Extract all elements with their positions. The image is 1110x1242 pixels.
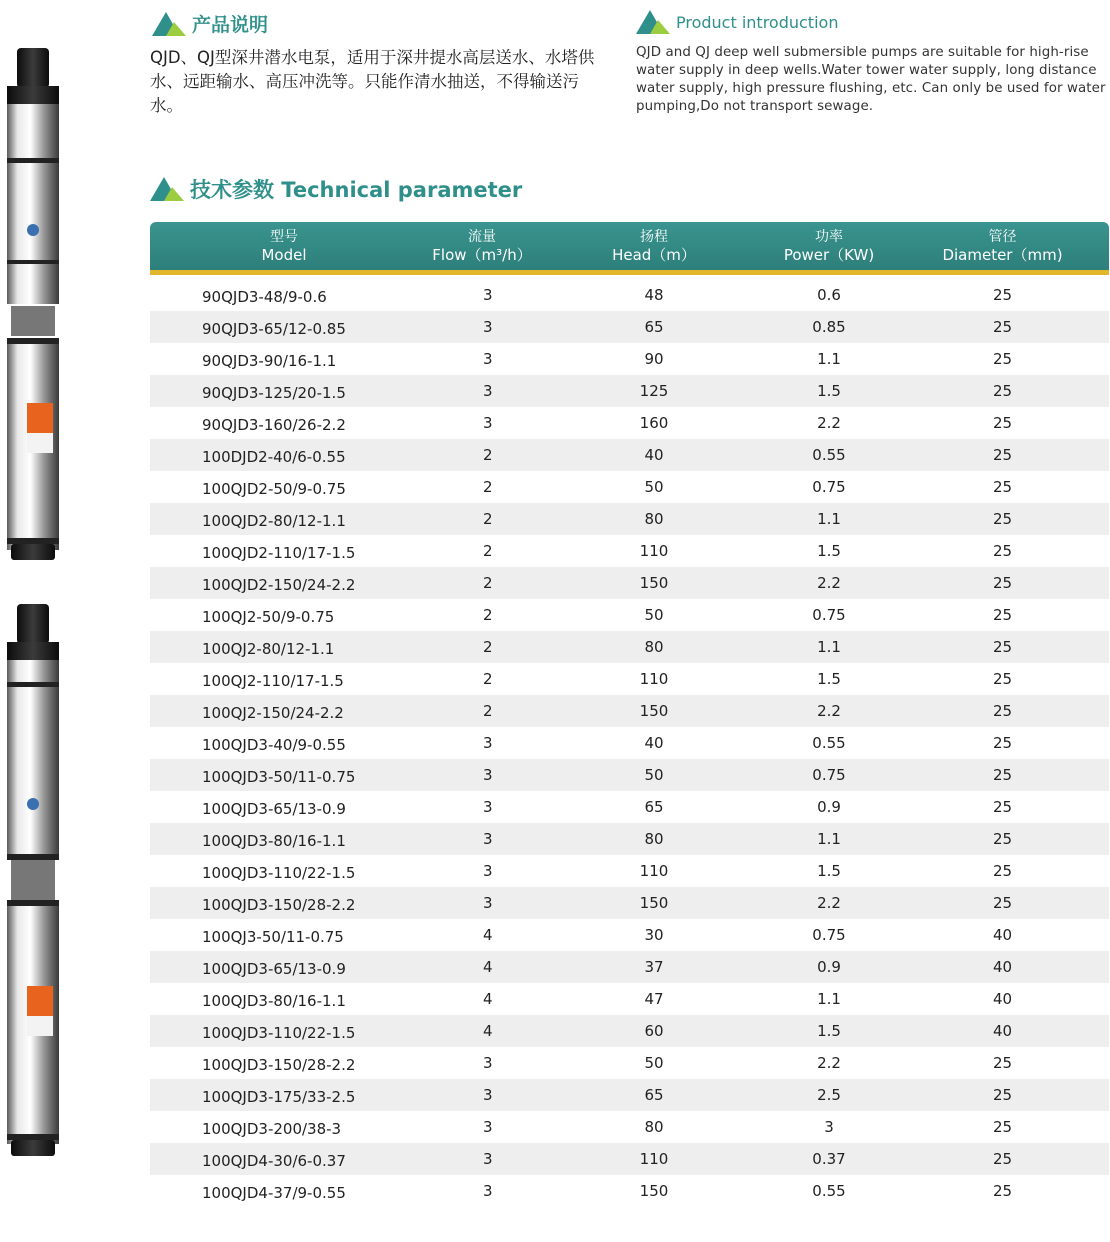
cell-head: 60 bbox=[644, 1022, 664, 1040]
cell-model: 100QJD3-80/16-1.1 bbox=[202, 992, 346, 1010]
cell-head: 80 bbox=[644, 1118, 664, 1136]
table-header bbox=[150, 222, 1109, 275]
intro-cn-heading bbox=[152, 10, 268, 37]
cell-flow: 2 bbox=[483, 606, 493, 624]
cell-power: 2.2 bbox=[817, 702, 841, 720]
cell-diameter: 25 bbox=[992, 382, 1013, 400]
cell-diameter: 25 bbox=[992, 1182, 1013, 1200]
table-row bbox=[150, 311, 1109, 343]
cell-model: 90QJD3-90/16-1.1 bbox=[202, 352, 337, 370]
cell-diameter: 25 bbox=[992, 798, 1013, 816]
cell-power: 0.75 bbox=[812, 478, 846, 496]
cell-flow: 3 bbox=[483, 414, 493, 432]
parameter-table bbox=[150, 222, 1109, 1207]
table-row bbox=[150, 1079, 1109, 1111]
cell-power: 2.2 bbox=[817, 1054, 841, 1072]
cell-model: 90QJD3-125/20-1.5 bbox=[202, 384, 346, 402]
cell-diameter: 25 bbox=[992, 766, 1013, 784]
table-row bbox=[150, 439, 1109, 471]
cell-diameter: 25 bbox=[992, 318, 1013, 336]
cell-power: 3 bbox=[824, 1118, 834, 1136]
cell-diameter: 25 bbox=[992, 830, 1013, 848]
cell-power: 1.5 bbox=[817, 382, 841, 400]
header-model: 型号 Model bbox=[261, 229, 307, 264]
cell-flow: 2 bbox=[483, 510, 493, 528]
table-row bbox=[150, 1143, 1109, 1175]
cell-head: 65 bbox=[644, 1086, 664, 1104]
cell-model: 100QJD3-110/22-1.5 bbox=[202, 864, 356, 882]
cell-model: 90QJD3-65/12-0.85 bbox=[202, 320, 346, 338]
table-row bbox=[150, 599, 1109, 631]
cell-flow: 2 bbox=[483, 702, 493, 720]
intro-cn-heading-text: 产品说明 bbox=[192, 14, 269, 36]
cell-power: 0.75 bbox=[812, 606, 846, 624]
cell-head: 110 bbox=[639, 670, 669, 688]
cell-diameter: 25 bbox=[992, 638, 1013, 656]
cell-flow: 3 bbox=[483, 286, 493, 304]
cell-flow: 3 bbox=[483, 766, 493, 784]
cell-model: 100QJ2-110/17-1.5 bbox=[202, 672, 344, 690]
cell-power: 2.2 bbox=[817, 894, 841, 912]
cell-power: 2.2 bbox=[817, 414, 841, 432]
cell-head: 50 bbox=[644, 478, 664, 496]
cell-head: 47 bbox=[644, 990, 664, 1008]
triangle-logo-icon bbox=[150, 177, 184, 201]
cell-diameter: 25 bbox=[992, 350, 1013, 368]
cell-model: 100QJD4-37/9-0.55 bbox=[202, 1184, 346, 1202]
pump-image bbox=[3, 604, 63, 1156]
cell-diameter: 25 bbox=[992, 542, 1013, 560]
cell-flow: 3 bbox=[483, 1086, 493, 1104]
cell-head: 40 bbox=[644, 734, 664, 752]
cell-flow: 3 bbox=[483, 830, 493, 848]
cell-power: 1.1 bbox=[817, 350, 841, 368]
intro-en-heading-text: Product introduction bbox=[676, 12, 839, 32]
table-row bbox=[150, 823, 1109, 855]
cell-diameter: 25 bbox=[992, 510, 1013, 528]
cell-power: 1.1 bbox=[817, 830, 841, 848]
cell-model: 100QJD2-150/24-2.2 bbox=[202, 576, 356, 594]
cell-flow: 4 bbox=[483, 990, 493, 1008]
cell-diameter: 40 bbox=[992, 1022, 1013, 1040]
cell-diameter: 25 bbox=[992, 894, 1013, 912]
header-diameter: 管径 Diameter（mm) bbox=[942, 229, 1063, 264]
table-row bbox=[150, 343, 1109, 375]
cell-power: 2.2 bbox=[817, 574, 841, 592]
cell-power: 0.75 bbox=[812, 926, 846, 944]
cell-power: 1.1 bbox=[817, 510, 841, 528]
cell-flow: 2 bbox=[483, 478, 493, 496]
cell-power: 0.6 bbox=[817, 286, 841, 304]
cell-flow: 2 bbox=[483, 542, 493, 560]
table-row bbox=[150, 855, 1109, 887]
cell-head: 80 bbox=[644, 510, 664, 528]
cell-model: 100QJD3-40/9-0.55 bbox=[202, 736, 346, 754]
cell-flow: 2 bbox=[483, 446, 493, 464]
cell-model: 100QJD3-65/13-0.9 bbox=[202, 960, 346, 978]
cell-head: 110 bbox=[639, 1150, 669, 1168]
table-row bbox=[150, 1047, 1109, 1079]
cell-head: 50 bbox=[644, 606, 664, 624]
cell-head: 30 bbox=[644, 926, 664, 944]
cell-flow: 3 bbox=[483, 798, 493, 816]
table-row bbox=[150, 951, 1109, 983]
tech-heading-text: 技术参数 Technical parameter bbox=[190, 178, 523, 202]
cell-power: 0.85 bbox=[812, 318, 846, 336]
table-body bbox=[150, 279, 1109, 1207]
cell-power: 0.55 bbox=[812, 734, 846, 752]
triangle-logo-icon bbox=[636, 10, 670, 34]
cell-model: 100QJ2-80/12-1.1 bbox=[202, 640, 335, 658]
cell-diameter: 25 bbox=[992, 286, 1013, 304]
cell-diameter: 25 bbox=[992, 670, 1013, 688]
cell-flow: 3 bbox=[483, 862, 493, 880]
intro-cn-text: QJD、QJ型深井潜水电泵，适用于深井提水高层送水、水塔供水、远距输水、高压冲洗等。只能作清水抽送，不得输送污水。 bbox=[150, 48, 595, 115]
cell-head: 40 bbox=[644, 446, 664, 464]
table-row bbox=[150, 887, 1109, 919]
cell-diameter: 25 bbox=[992, 1150, 1013, 1168]
cell-flow: 2 bbox=[483, 638, 493, 656]
cell-flow: 3 bbox=[483, 734, 493, 752]
cell-head: 90 bbox=[644, 350, 664, 368]
cell-head: 150 bbox=[639, 1182, 669, 1200]
table-row bbox=[150, 727, 1109, 759]
header-flow: 流量 Flow（m³/h） bbox=[432, 229, 532, 264]
cell-model: 100QJ2-150/24-2.2 bbox=[202, 704, 344, 722]
cell-power: 1.1 bbox=[817, 638, 841, 656]
cell-model: 100QJD2-50/9-0.75 bbox=[202, 480, 346, 498]
cell-diameter: 25 bbox=[992, 1086, 1013, 1104]
cell-flow: 3 bbox=[483, 1150, 493, 1168]
table-row bbox=[150, 1175, 1109, 1207]
cell-model: 100QJD4-30/6-0.37 bbox=[202, 1152, 346, 1170]
table-row bbox=[150, 279, 1109, 311]
cell-diameter: 25 bbox=[992, 574, 1013, 592]
cell-diameter: 25 bbox=[992, 478, 1013, 496]
cell-power: 1.1 bbox=[817, 990, 841, 1008]
table-row bbox=[150, 1111, 1109, 1143]
table-row bbox=[150, 375, 1109, 407]
cell-flow: 3 bbox=[483, 1182, 493, 1200]
cell-power: 1.5 bbox=[817, 542, 841, 560]
table-row bbox=[150, 1015, 1109, 1047]
table-row bbox=[150, 983, 1109, 1015]
cell-head: 110 bbox=[639, 862, 669, 880]
cell-model: 100QJD3-150/28-2.2 bbox=[202, 896, 356, 914]
cell-power: 1.5 bbox=[817, 1022, 841, 1040]
cell-power: 0.75 bbox=[812, 766, 846, 784]
cell-model: 100QJD3-50/11-0.75 bbox=[202, 768, 356, 786]
cell-power: 0.55 bbox=[812, 1182, 846, 1200]
table-row bbox=[150, 663, 1109, 695]
cell-diameter: 40 bbox=[992, 958, 1013, 976]
cell-diameter: 25 bbox=[992, 606, 1013, 624]
table-row bbox=[150, 567, 1109, 599]
tech-heading bbox=[150, 174, 522, 204]
cell-model: 100QJD3-175/33-2.5 bbox=[202, 1088, 356, 1106]
cell-model: 100QJD3-200/38-3 bbox=[202, 1120, 342, 1138]
cell-head: 110 bbox=[639, 542, 669, 560]
cell-flow: 3 bbox=[483, 350, 493, 368]
cell-diameter: 40 bbox=[992, 990, 1013, 1008]
triangle-logo-icon bbox=[152, 12, 186, 36]
cell-model: 100QJD3-80/16-1.1 bbox=[202, 832, 346, 850]
cell-head: 125 bbox=[639, 382, 669, 400]
cell-head: 150 bbox=[639, 574, 669, 592]
pump-image bbox=[3, 48, 63, 560]
cell-model: 100QJD3-65/13-0.9 bbox=[202, 800, 346, 818]
cell-flow: 3 bbox=[483, 1054, 493, 1072]
cell-model: 100QJD3-110/22-1.5 bbox=[202, 1024, 356, 1042]
table-row bbox=[150, 631, 1109, 663]
cell-diameter: 25 bbox=[992, 702, 1013, 720]
table-row bbox=[150, 503, 1109, 535]
header-power: 功率 Power（KW) bbox=[783, 229, 875, 264]
cell-power: 0.9 bbox=[817, 958, 841, 976]
table-row bbox=[150, 471, 1109, 503]
cell-head: 48 bbox=[644, 286, 664, 304]
header-head: 扬程 Head（m） bbox=[612, 229, 696, 264]
cell-model: 90QJD3-48/9-0.6 bbox=[202, 288, 327, 306]
cell-diameter: 25 bbox=[992, 734, 1013, 752]
cell-flow: 4 bbox=[483, 958, 493, 976]
cell-model: 90QJD3-160/26-2.2 bbox=[202, 416, 346, 434]
cell-head: 65 bbox=[644, 318, 664, 336]
cell-head: 50 bbox=[644, 1054, 664, 1072]
cell-power: 0.37 bbox=[812, 1150, 846, 1168]
cell-diameter: 25 bbox=[992, 1118, 1013, 1136]
cell-diameter: 25 bbox=[992, 1054, 1013, 1072]
table-row bbox=[150, 535, 1109, 567]
cell-model: 100QJD2-80/12-1.1 bbox=[202, 512, 346, 530]
cell-flow: 4 bbox=[483, 1022, 493, 1040]
cell-diameter: 25 bbox=[992, 414, 1013, 432]
intro-en-heading bbox=[636, 10, 838, 34]
cell-head: 150 bbox=[639, 894, 669, 912]
intro-en-text: QJD and QJ deep well submersible pumps are suitable for high-rise water supply in deep wells.Water tower water supply, long distance water supply, high pressure flushing, etc. Can only be used for water pumping,Do not transport sewage. bbox=[636, 45, 1106, 114]
table-row bbox=[150, 791, 1109, 823]
cell-head: 65 bbox=[644, 798, 664, 816]
table-row bbox=[150, 759, 1109, 791]
cell-flow: 3 bbox=[483, 382, 493, 400]
cell-head: 80 bbox=[644, 638, 664, 656]
cell-head: 150 bbox=[639, 702, 669, 720]
cell-model: 100QJD3-150/28-2.2 bbox=[202, 1056, 356, 1074]
cell-power: 1.5 bbox=[817, 862, 841, 880]
cell-head: 80 bbox=[644, 830, 664, 848]
cell-model: 100DJD2-40/6-0.55 bbox=[202, 448, 346, 466]
cell-head: 50 bbox=[644, 766, 664, 784]
cell-power: 0.55 bbox=[812, 446, 846, 464]
cell-diameter: 40 bbox=[992, 926, 1013, 944]
cell-diameter: 25 bbox=[992, 862, 1013, 880]
cell-power: 2.5 bbox=[817, 1086, 841, 1104]
cell-head: 37 bbox=[644, 958, 664, 976]
cell-flow: 3 bbox=[483, 1118, 493, 1136]
cell-flow: 2 bbox=[483, 574, 493, 592]
cell-model: 100QJ2-50/9-0.75 bbox=[202, 608, 335, 626]
cell-head: 160 bbox=[639, 414, 669, 432]
table-row bbox=[150, 919, 1109, 951]
cell-flow: 3 bbox=[483, 318, 493, 336]
cell-power: 0.9 bbox=[817, 798, 841, 816]
cell-model: 100QJD2-110/17-1.5 bbox=[202, 544, 356, 562]
cell-power: 1.5 bbox=[817, 670, 841, 688]
table-row bbox=[150, 407, 1109, 439]
cell-diameter: 25 bbox=[992, 446, 1013, 464]
cell-flow: 2 bbox=[483, 670, 493, 688]
cell-model: 100QJ3-50/11-0.75 bbox=[202, 928, 344, 946]
table-row bbox=[150, 695, 1109, 727]
cell-flow: 3 bbox=[483, 894, 493, 912]
cell-flow: 4 bbox=[483, 926, 493, 944]
